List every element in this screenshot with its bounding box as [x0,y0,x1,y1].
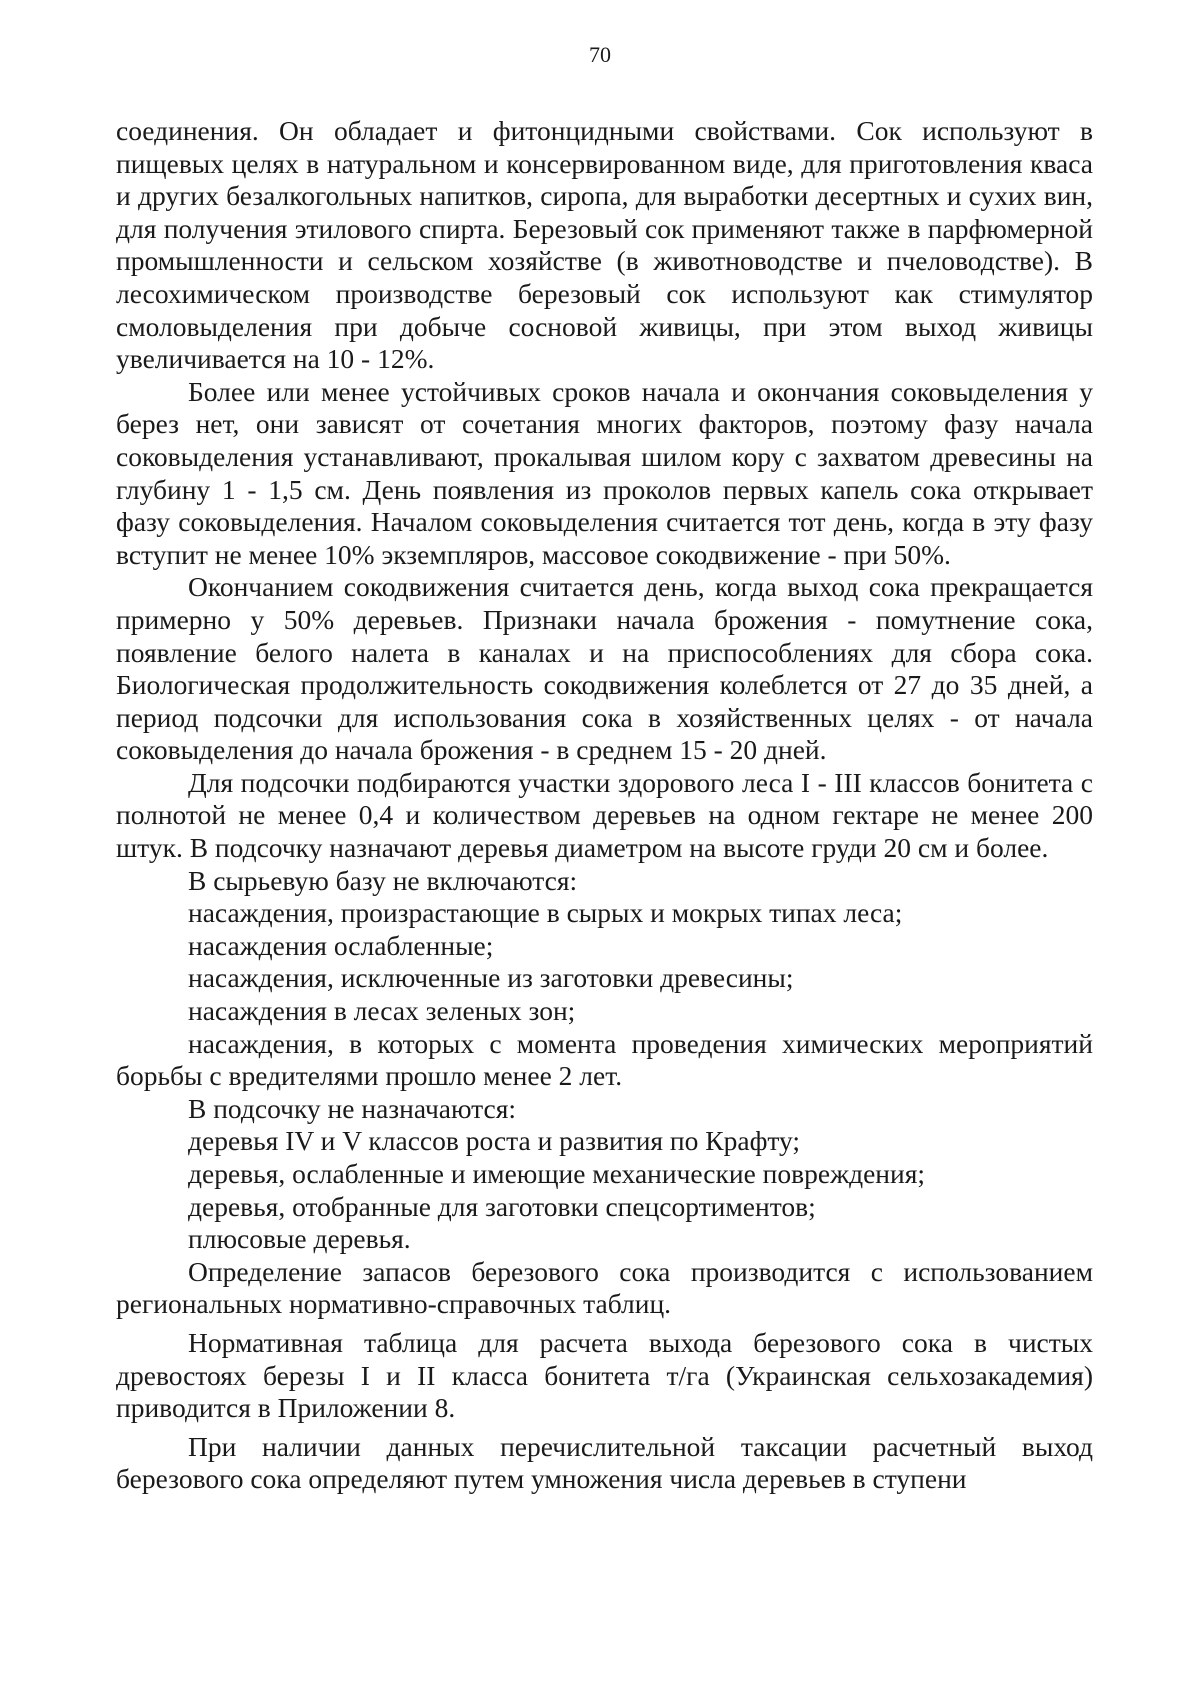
page-number: 70 [589,42,611,67]
paragraph-tapping-site-selection: Для подсочки подбираются участки здорового леса I - III классов бонитета с полнотой не менее 0,4 и количеством деревьев на одном гектаре не менее 200 штук. В подсочку назначают деревья диаметром на высоте груди 20 см и более. [116,766,1093,864]
list-item: насаждения, исключенные из заготовки древесины; [188,962,794,994]
paragraph-sap-stock-determination: Определение запасов березового сока производится с использованием региональных нормативно-справочных таблиц. [116,1255,1093,1320]
list-item: насаждения, произрастающие в сырых и мокрых типах леса; [188,897,903,929]
body-text [116,115,1093,1496]
paragraph-excluded-heading: В сырьевую базу не включаются: [188,864,578,896]
list-item: деревья, отобранные для заготовки спецсортиментов; [188,1190,816,1222]
list-item: деревья IV и V классов роста и развития по Крафту; [188,1125,801,1157]
paragraph-sap-flow-timing: Более или менее устойчивых сроков начала и окончания соковыделения у берез нет, они зависят от сочетания многих факторов, поэтому фазу начала соковыделения устанавливают, прокалывая шилом кору с захватом древесины на глубину 1 - 1,5 см. День появления из проколов первых капель сока открывает фазу соковыделения. Началом соковыделения считается тот день, когда в эту фазу вступит не менее 10% экземпляров, массовое сокодвижение - при 50%. [116,375,1093,570]
list-item: насаждения ослабленные; [188,929,494,961]
paragraph-enumeration-data: При наличии данных перечислительной таксации расчетный выход березового сока определяют путем умножения числа деревьев в ступени [116,1430,1093,1495]
list-item: плюсовые деревья. [188,1223,411,1255]
paragraph-sap-flow-end: Окончанием сокодвижения считается день, когда выход сока прекращается примерно у 50% деревьев. Признаки начала брожения - помутнение сока, появление белого налета в каналах и на приспособлениях для сбора сока. Биологическая продолжительность сокодвижения колеблется от 27 до 35 дней, а период подсочки для использования сока в хозяйственных целях - от начала соковыделения до начала брожения - в среднем 15 - 20 дней. [116,571,1093,766]
paragraph-normative-table: Нормативная таблица для расчета выхода березового сока в чистых древостоях березы I и II класса бонитета т/га (Украинская сельхозакадемия) приводится в Приложении 8. [116,1326,1093,1424]
list-item: деревья, ослабленные и имеющие механические повреждения; [188,1158,925,1189]
paragraph-not-assigned-heading: В подсочку не назначаются: [188,1092,517,1124]
list-item: насаждения в лесах зеленых зон; [188,995,576,1027]
list-item: насаждения, в которых с момента проведения химических мероприятий борьбы с вредителями прошло менее 2 лет. [116,1027,1093,1092]
paragraph-birch-sap-uses: соединения. Он обладает и фитонцидными свойствами. Сок используют в пищевых целях в натуральном и консервированном виде, для приготовления кваса и других безалкогольных напитков, сиропа, для выработки десертных и сухих вин, для получения этилового спирта. Березовый сок применяют также в парфюмерной промышленности и сельском хозяйстве (в животноводстве и пчеловодстве). В лесохимическом производстве березовый сок используют как стимулятор смоловыделения при добыче сосновой живицы, при этом выход живицы увеличивается на 10 - 12%. [116,115,1093,375]
